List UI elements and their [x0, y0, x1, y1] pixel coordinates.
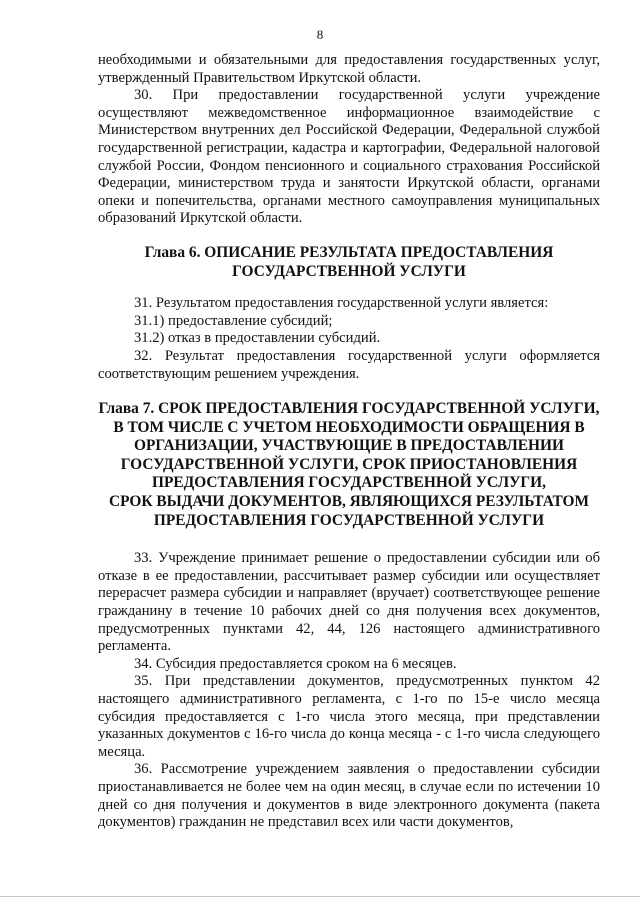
page-bottom-edge — [0, 896, 640, 897]
heading-line: ПРЕДОСТАВЛЕНИЯ ГОСУДАРСТВЕННОЙ УСЛУГИ, — [152, 474, 546, 492]
page-number: 8 — [316, 27, 324, 42]
heading-line: СРОК ВЫДАЧИ ДОКУМЕНТОВ, ЯВЛЯЮЩИХСЯ РЕЗУЛЬТАТОМ — [108, 493, 590, 511]
spacer — [98, 530, 600, 550]
document-body — [98, 52, 600, 832]
chapter-6-heading — [98, 244, 600, 281]
paragraph-30: 30. При предоставлении государственной услуги учреждение осуществляют межведомственное информационное взаимодействие с Министерством внутренних дел Российской Федерации, Федеральной службой государственной регистрации, кадастра и картографии, Федеральной налоговой службой России, Фондом пенсионного и социального страхования Российской Федерации, министерством труда и занятости Иркутской области, органами опеки и попечительства, органами местного самоуправления муниципальных образований Иркутской области. — [98, 87, 600, 227]
paragraph-31-2: 31.2) отказ в предоставлении субсидий. — [134, 330, 381, 347]
spacer — [98, 281, 600, 295]
paragraph-36: 36. Рассмотрение учреждением заявления о предоставлении субсидии приостанавливается не более чем на один месяц, в случае если по истечении 10 дней со дня получения и документов в виде электронного документа (пакета документов) гражданин не представил всех или части документов, — [98, 761, 600, 831]
paragraph-33: 33. Учреждение принимает решение о предоставлении субсидии или об отказе в ее предоставлении, рассчитывает размер субсидии или осуществляет перерасчет размера субсидии и направляет (вручает) соответствующее решение гражданину в течение 10 рабочих дней со дня получения всех документов, предусмотренных пунктами 42, 44, 126 настоящего административного регламента. — [98, 550, 600, 655]
spacer — [98, 383, 600, 400]
spacer — [98, 228, 600, 244]
paragraph-continuation: необходимыми и обязательными для предоставления государственных услуг, утвержденный Правительством Иркутской области. — [98, 52, 600, 86]
chapter-7-heading — [98, 400, 600, 530]
heading-line: ПРЕДОСТАВЛЕНИЯ ГОСУДАРСТВЕННОЙ УСЛУГИ — [153, 511, 545, 529]
paragraph-31-1: 31.1) предоставление субсидий; — [134, 312, 333, 329]
heading-line: ГОСУДАРСТВЕННОЙ УСЛУГИ, СРОК ПРИОСТАНОВЛЕНИЯ — [120, 455, 578, 473]
heading-line: Глава 6. ОПИСАНИЕ РЕЗУЛЬТАТА ПРЕДОСТАВЛЕНИЯ — [144, 243, 554, 261]
heading-line: ГОСУДАРСТВЕННОЙ УСЛУГИ — [232, 262, 466, 280]
heading-line: В ТОМ ЧИСЛЕ С УЧЕТОМ НЕОБХОДИМОСТИ ОБРАЩЕНИЯ В — [113, 418, 585, 436]
paragraph-35: 35. При представлении документов, предусмотренных пунктом 42 настоящего административного регламента, с 1-го по 15-е число месяца субсидия предоставляется с 1-го числа этого месяца, при представлении указанных документов с 16-го числа до конца месяца - с 1-го числа следующего месяца. — [98, 673, 600, 760]
paragraph-32: 32. Результат предоставления государственной услуги оформляется соответствующим решением учреждения. — [98, 347, 600, 382]
paragraph-34: 34. Субсидия предоставляется сроком на 6 месяцев. — [134, 655, 457, 672]
heading-line: Глава 7. СРОК ПРЕДОСТАВЛЕНИЯ ГОСУДАРСТВЕННОЙ УСЛУГИ, — [98, 400, 600, 418]
paragraph-31: 31. Результатом предоставления государственной услуги является: — [134, 295, 549, 312]
heading-line: ОРГАНИЗАЦИИ, УЧАСТВУЮЩИЕ В ПРЕДОСТАВЛЕНИИ — [134, 437, 564, 455]
